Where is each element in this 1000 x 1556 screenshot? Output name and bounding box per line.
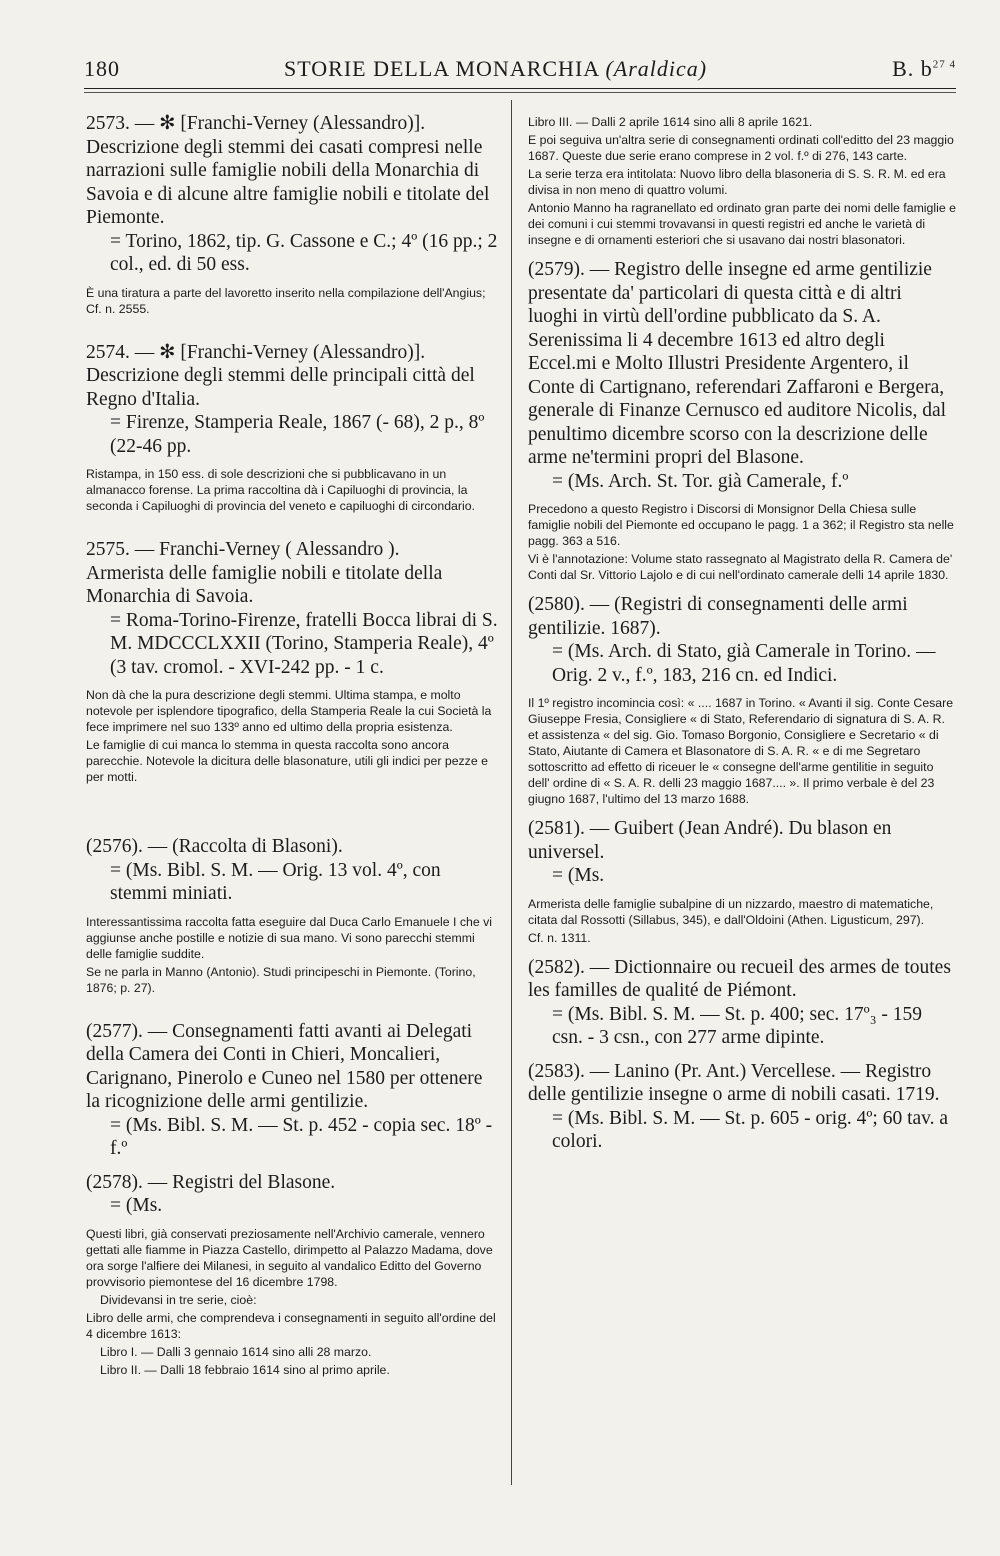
entry-2582 — [528, 956, 956, 1050]
entry-note: Non dà che la pura descrizione degli stemmi. Ultima stampa, e molto notevole per isplendore tipografico, della Stamperia Reale la cui Società la fece imprimere nel suo 133º anno ed ultimo della propria esistenza. — [86, 688, 492, 734]
entry-note: Vi è l'annotazione: Volume stato rassegnato al Magistrato della R. Camera de' Conti dal Sr. Vittorio Lajolo e di cui nell'ordinato camerale delli 14 aprile 1830. — [528, 552, 953, 582]
entry-imprint: = (Ms. Bibl. S. M. — Orig. 13 vol. 4º, con stemmi miniati. — [110, 859, 441, 904]
title-italic: (Araldica) — [605, 56, 708, 81]
entry-note: Antonio Manno ha ragranellato ed ordinato gran parte dei nomi delle famiglie e dei comuni i cui stemmi trovavansi in questi registri ed anche le varietà di insegne e di ornamenti esteriori che si usavano dai nostri blasonatori. — [528, 201, 956, 247]
entry-2573 — [86, 112, 500, 317]
entry-note: Dividevansi in tre serie, cioè: — [100, 1292, 257, 1307]
entry-title: Descrizione degli stemmi dei casati compresi nelle narrazioni sulle famiglie nobili della Monarchia di Savoia e di alcune altre famiglie nobili e titolate del Piemonte. — [86, 136, 490, 228]
header-rule-thin — [84, 92, 956, 93]
entry-2579 — [528, 258, 956, 583]
entry-note: Interessantissima raccolta fatta eseguire dal Duca Carlo Emanuele I che vi aggiunse anche postille e notizie di sua mano. Vi sono parecchi stemmi delle famiglie suddite. — [86, 914, 492, 961]
entry-2577 — [86, 1020, 500, 1161]
entry-note: E poi seguiva un'altra serie di consegnamenti ordinati coll'editto del 23 maggio 1687. Queste due serie erano comprese in 2 vol. f.º di 276, 143 carte. — [528, 133, 954, 163]
entry-imprint: = (Ms. Bibl. S. M. — St. p. 452 - copia sec. 18º - f.º — [110, 1114, 493, 1159]
entry-imprint: = (Ms. Bibl. S. M. — St. p. 605 - orig. 4º; 60 tav. a colori. — [552, 1107, 949, 1152]
entry-note: Ristampa, in 150 ess. di sole descrizioni che si pubblicavano in un almanacco forense. La prima raccoltina dà i Capiluoghi di provincia, la seconda i Capiluoghi di provincia del veneto e capiluoghi di circondario. — [86, 467, 475, 513]
entry-note: Se ne parla in Manno (Antonio). Studi principeschi in Piemonte. (Torino, 1876; p. 27). — [86, 964, 476, 995]
signature-sup: 27 4 — [932, 58, 956, 71]
page-number: 180 — [84, 56, 120, 81]
signature-text: B. b — [892, 56, 933, 81]
entry-2583 — [528, 1060, 956, 1154]
entry-imprint: = (Ms. — [552, 865, 605, 886]
entry-note: La serie terza era intitolata: Nuovo libro della blasoneria di S. S. R. M. ed era divisa in non meno di quattro volumi. — [528, 167, 946, 197]
right-column — [528, 112, 956, 1164]
entry-note: Cf. n. 1311. — [528, 930, 591, 945]
signature-mark — [892, 56, 956, 82]
entry-2578-continued — [528, 114, 956, 248]
entry-2574 — [86, 341, 500, 515]
entry-note: Questi libri, già conservati preziosamente nell'Archivio camerale, vennero gettati alle fiamme in Piazza Castello, dirimpetto al Palazzo Madama, dove ora sorge l'alfiere dei Milanesi, in seguito al vandalico Editto del Governo provvisorio piemontese del 16 dicembre 1798. — [86, 1226, 493, 1289]
entry-heading: (2583). — Lanino (Pr. Ant.) Vercellese. — Registro delle gentilizie insegne o arme di nobili casati. 1719. — [528, 1060, 940, 1105]
entry-2580 — [528, 593, 956, 807]
entry-heading: 2575. — Franchi-Verney ( Alessandro ). — [86, 539, 400, 560]
entry-imprint: = (Ms. Arch. St. Tor. già Camerale, f.º — [552, 470, 849, 492]
entry-heading: (2581). — Guibert (Jean André). Du blason en universel. — [528, 818, 892, 863]
entry-imprint: = Roma-Torino-Firenze, fratelli Bocca librai di S. M. MDCCCLXXII (Torino, Stamperia Reale), 4º (3 tav. cromol. - XVI-242 pp. - 1 c. — [110, 609, 498, 678]
entry-note: È una tiratura a parte del lavoretto inserito nella compilazione dell'Angius; Cf. n. 2555. — [86, 285, 486, 316]
entry-imprint: = Torino, 1862, tip. G. Cassone e C.; 4º (16 pp.; 2 col., ed. di 50 ess. — [110, 230, 498, 275]
entry-heading: (2580). — (Registri di consegnamenti delle armi gentilizie. 1687). — [528, 594, 908, 639]
entry-note: Libro I. — Dalli 3 gennaio 1614 sino alli 28 marzo. — [100, 1344, 372, 1359]
entry-imprint: = Firenze, Stamperia Reale, 1867 (- 68), 2 p., 8º (22-46 pp. — [110, 412, 485, 457]
entry-title: Armerista delle famiglie nobili e titolate della Monarchia di Savoia. — [86, 562, 443, 607]
entry-heading: (2577). — Consegnamenti fatti avanti ai Delegati della Camera dei Conti in Chieri, Moncalieri, Carignano, Pinerolo e Cuneo nel 1580 per ottenere la ricognizione delle armi gentilizie. — [86, 1020, 483, 1112]
entry-note: Libro III. — Dalli 2 aprile 1614 sino alli 8 aprile 1621. — [528, 115, 813, 129]
header-rule — [84, 88, 956, 89]
entry-heading: (2576). — (Raccolta di Blasoni). — [86, 836, 343, 857]
entry-imprint: = (Ms. Arch. di Stato, già Camerale in Torino. — Orig. 2 v., f.º, 183, 216 cn. ed Indici. — [552, 641, 936, 686]
entry-2575 — [86, 538, 500, 785]
column-divider — [511, 100, 512, 1485]
entry-2578 — [86, 1171, 500, 1378]
running-header — [84, 56, 956, 88]
entry-2581 — [528, 817, 956, 946]
entry-note: Libro delle armi, che comprendeva i consegnamenti in seguito all'ordine del 4 dicembre 1613: — [86, 1310, 496, 1341]
running-title — [284, 56, 707, 82]
entry-heading: (2579). — Registro delle insegne ed arme gentilizie presentate da' particolari di questa città e di altri luoghi in virtù dell'ordine pubblicato da S. A. Serenissima li 4 decembre 1613 ed altro degli Eccel.mi e Molto Illustri Presidente Argentero, il Conte di Cartignano, referendari Zaffaroni e Bergera, generale di Finanze Cernusco ed auditore Nicolis, dal penultimo dicembre scorso con la descrizione delle arme ne'termini propri del Blasone. — [528, 259, 947, 468]
title-text: STORIE DELLA MONARCHIA — [284, 56, 599, 81]
entry-heading: 2574. — ✻ [Franchi-Verney (Alessandro)]. — [86, 341, 426, 363]
entry-heading: 2573. — ✻ [Franchi-Verney (Alessandro)]. — [86, 113, 426, 134]
entry-imprint: = (Ms. Bibl. S. M. — St. p. 400; sec. 17º₃ - 159 csn. - 3 csn., con 277 arme dipinte. — [552, 1003, 922, 1048]
entry-note: Precedono a questo Registro i Discorsi di Monsignor Della Chiesa sulle famiglie nobili del Piemonte ed occupano le pagg. 1 a 362; il Registro sta nelle pagg. 363 a 516. — [528, 502, 954, 548]
entry-note: Armerista delle famiglie subalpine di un nizzardo, maestro di matematiche, citata dal Rossotti (Sillabus, 345), e dall'Oldoini (Athen. Ligusticum, 297). — [528, 896, 934, 927]
entry-note: Il 1º registro incomincia così: « .... 1687 in Torino. « Avanti il sig. Conte Cesare Giuseppe Fresia, Consigliere « di Stato, Referendario di signatura di S. A. R. et assistenza « del sig. Gio. Tomaso Borgonio, Consigliere e Secretario « di Stato, Aiutante di Camera et Blasonatore di S. A. R. « e di me Segretaro sottoscritto ad effetto di riceuer le « consegne dell'arme gentilitie in seguito dell' ordine di « S. A. R. delli 23 maggio 1687.... ». Il primo verbale è del 23 giugno 1687, l'ultimo del 13 marzo 1688. — [528, 696, 954, 806]
entry-2576 — [86, 835, 500, 996]
entry-note: Le famiglie di cui manca lo stemma in questa raccolta sono ancora parecchie. Notevole la dicitura delle blasonature, utili gli indici per pezze e per motti. — [86, 738, 488, 784]
entry-imprint: = (Ms. — [110, 1195, 163, 1216]
entry-title: Descrizione degli stemmi delle principali città del Regno d'Italia. — [86, 365, 475, 410]
entry-heading: (2582). — Dictionnaire ou recueil des armes de toutes les familles de qualité de Piémont. — [528, 956, 951, 1001]
entry-note: Libro II. — Dalli 18 febbraio 1614 sino al primo aprile. — [100, 1362, 390, 1377]
left-column — [86, 112, 500, 1388]
entry-heading: (2578). — Registri del Blasone. — [86, 1171, 336, 1193]
